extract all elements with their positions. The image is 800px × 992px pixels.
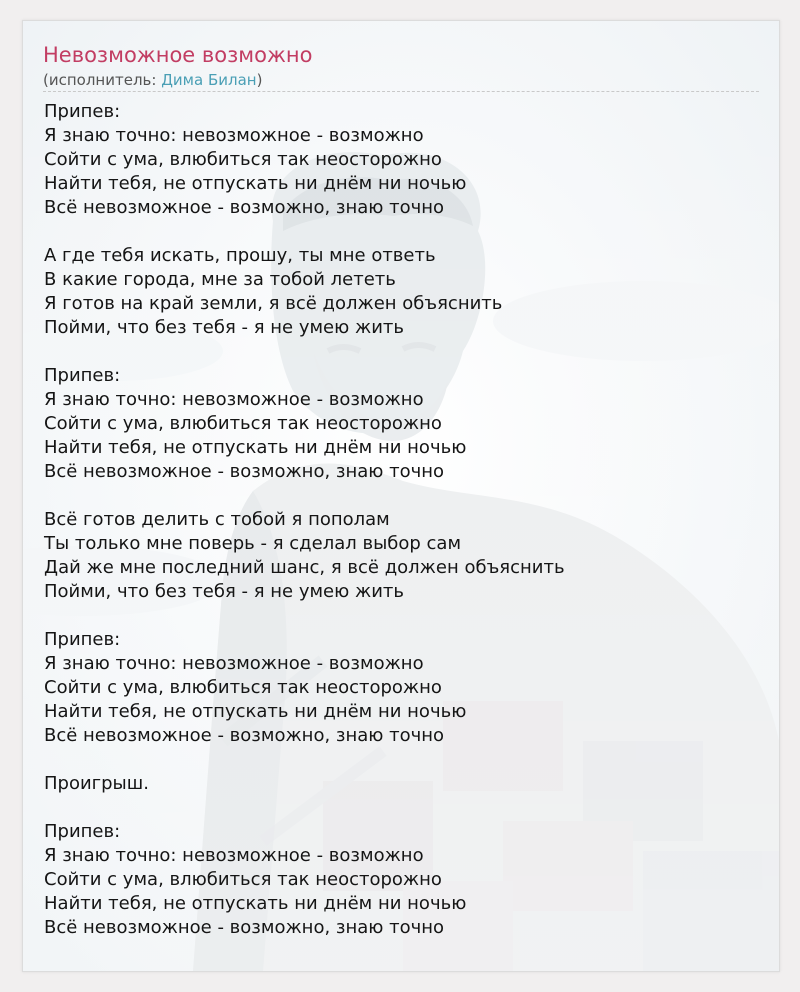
lyrics-line: Найти тебя, не отпускать ни днём ни ночью <box>44 701 467 722</box>
lyrics-line: Всё невозможное - возможно, знаю точно <box>44 197 445 218</box>
lyrics-line: Пойми, что без тебя - я не умею жить <box>44 581 405 602</box>
lyrics-line: Дай же мне последний шанс, я всё должен объяснить <box>44 557 565 578</box>
lyrics-blank-line <box>44 796 565 820</box>
song-title: Невозможное возможно <box>43 43 313 67</box>
lyrics-line: Сойти с ума, влюбиться так неосторожно <box>44 869 442 890</box>
artist-suffix: ) <box>256 71 263 89</box>
lyrics-line: Пойми, что без тебя - я не умею жить <box>44 317 405 338</box>
lyrics-line: Найти тебя, не отпускать ни днём ни ночью <box>44 893 467 914</box>
lyrics-blank-line <box>44 748 565 772</box>
lyrics-line: Всё невозможное - возможно, знаю точно <box>44 461 445 482</box>
lyrics-line: Припев: <box>44 101 121 122</box>
lyrics-line: А где тебя искать, прошу, ты мне ответь <box>44 245 436 266</box>
lyrics-line: Сойти с ума, влюбиться так неосторожно <box>44 413 442 434</box>
lyrics-line: Сойти с ума, влюбиться так неосторожно <box>44 677 442 698</box>
lyrics-line: Всё невозможное - возможно, знаю точно <box>44 725 445 746</box>
lyrics-line: Ты только мне поверь - я сделал выбор сам <box>44 533 462 554</box>
lyrics-line: Я знаю точно: невозможное - возможно <box>44 125 424 146</box>
lyrics-blank-line <box>44 340 565 364</box>
lyrics-card <box>22 20 780 972</box>
lyrics-line: Я знаю точно: невозможное - возможно <box>44 845 424 866</box>
lyrics-line: В какие города, мне за тобой лететь <box>44 269 396 290</box>
lyrics-line: Я знаю точно: невозможное - возможно <box>44 653 424 674</box>
lyrics-line: Найти тебя, не отпускать ни днём ни ночью <box>44 437 467 458</box>
lyrics-text <box>44 100 565 940</box>
title-divider <box>43 91 759 92</box>
lyrics-line: Всё невозможное - возможно, знаю точно <box>44 917 445 938</box>
lyrics-line: Сойти с ума, влюбиться так неосторожно <box>44 149 442 170</box>
lyrics-blank-line <box>44 484 565 508</box>
lyrics-line: Проигрыш. <box>44 773 149 794</box>
artist-prefix: (исполнитель: <box>43 71 162 89</box>
lyrics-blank-line <box>44 220 565 244</box>
lyrics-line: Всё готов делить с тобой я пополам <box>44 509 390 530</box>
artist-line <box>43 71 262 89</box>
lyrics-blank-line <box>44 604 565 628</box>
lyrics-line: Припев: <box>44 821 121 842</box>
lyrics-line: Найти тебя, не отпускать ни днём ни ночью <box>44 173 467 194</box>
lyrics-line: Я готов на край земли, я всё должен объяснить <box>44 293 503 314</box>
lyrics-line: Я знаю точно: невозможное - возможно <box>44 389 424 410</box>
lyrics-line: Припев: <box>44 629 121 650</box>
artist-link[interactable]: Дима Билан <box>161 71 257 89</box>
lyrics-line: Припев: <box>44 365 121 386</box>
